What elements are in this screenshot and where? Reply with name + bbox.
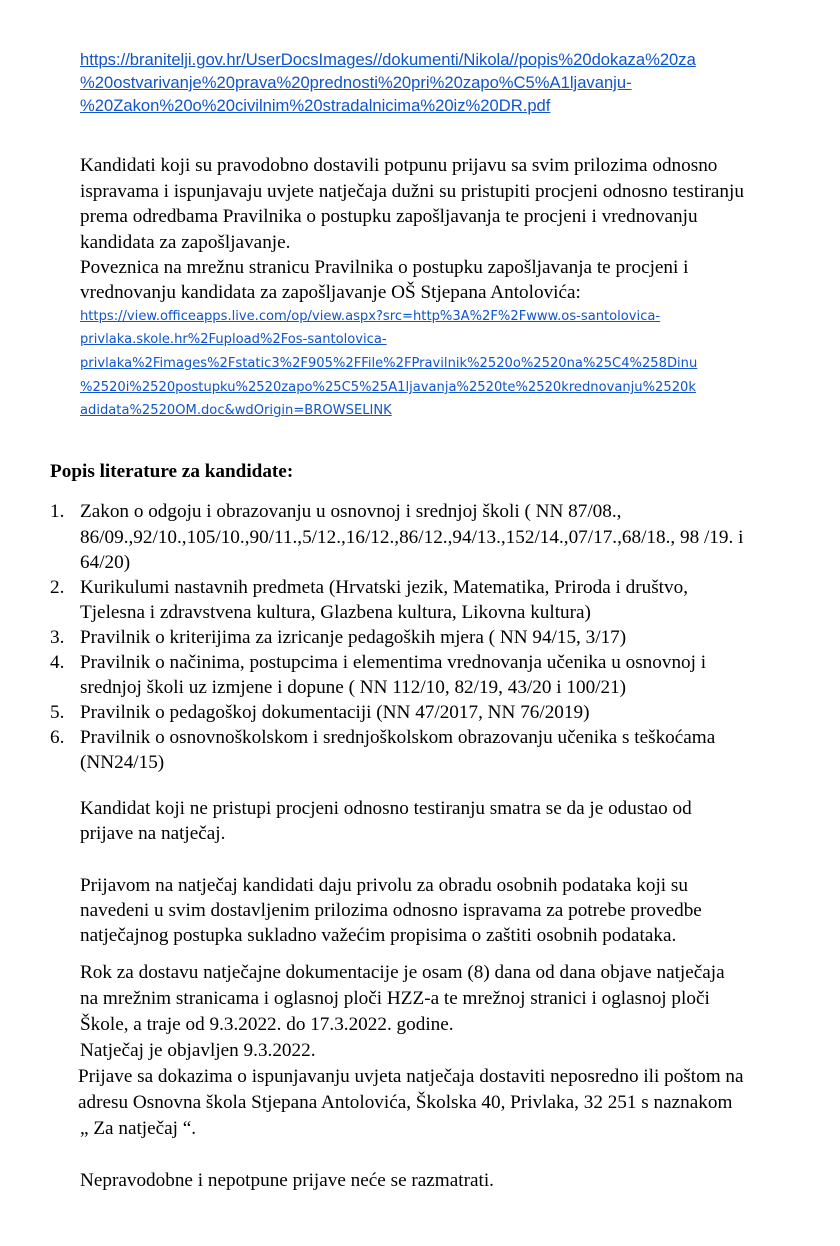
paragraph-candidates-testing-line-3: prema odredbama Pravilnika o postupku zapošljavanja te procjeni i vrednovanju bbox=[80, 206, 698, 227]
paragraph-published-date: Natječaj je objavljen 9.3.2022. bbox=[80, 1040, 316, 1061]
literature-heading: Popis literature za kandidate: bbox=[50, 461, 294, 482]
paragraph-rules-link-intro-line-2: vrednovanju kandidata za zapošljavanje OŠ Stjepana Antolovića: bbox=[80, 282, 581, 303]
list-item-text: Pravilnik o osnovnoškolskom i srednjoškolskom obrazovanju učenika s teškoćama bbox=[80, 727, 716, 748]
list-item-text: srednjoj školi uz izmjene i dopune ( NN 112/10, 82/19, 43/20 i 100/21) bbox=[80, 677, 627, 698]
list-item-text: Zakon o odgoju i obrazovanju u osnovnoj i srednjoj školi ( NN 87/08., bbox=[80, 501, 622, 522]
link-rules-document-line-3[interactable]: privlaka%2Fimages%2Fstatic3%2F905%2FFile%2FPravilnik%2520o%2520na%25C4%258Dinu bbox=[80, 356, 698, 371]
list-item-text: (NN24/15) bbox=[80, 752, 165, 773]
list-item-number: 2. bbox=[50, 577, 65, 598]
link-document-evidence-list-line-2[interactable]: %20ostvarivanje%20prava%20prednosti%20pri%20zapo%C5%A1ljavanju- bbox=[80, 73, 632, 92]
paragraph-candidates-testing-line-4: kandidata za zapošljavanje. bbox=[80, 232, 291, 253]
paragraph-data-consent-line-1: Prijavom na natječaj kandidati daju privolu za obradu osobnih podataka koji su bbox=[80, 875, 688, 896]
link-document-evidence-list-line-1[interactable]: https://branitelji.gov.hr/UserDocsImages//dokumenti/Nikola//popis%20dokaza%20za bbox=[80, 50, 696, 69]
list-item-number: 5. bbox=[50, 702, 65, 723]
list-item-text: Pravilnik o kriterijima za izricanje pedagoških mjera ( NN 94/15, 3/17) bbox=[80, 627, 627, 648]
list-item-number: 6. bbox=[50, 727, 65, 748]
link-rules-document-line-2[interactable]: privlaka.skole.hr%2Fupload%2Fos-santolovica- bbox=[80, 332, 387, 347]
list-item-text: Pravilnik o načinima, postupcima i elementima vrednovanja učenika u osnovnoj i bbox=[80, 652, 707, 673]
paragraph-deadline-line-3: Škole, a traje od 9.3.2022. do 17.3.2022. godine. bbox=[80, 1014, 454, 1035]
paragraph-submission-line-3: „ Za natječaj “. bbox=[80, 1118, 197, 1139]
paragraph-candidates-testing-line-2: ispravama i ispunjavaju uvjete natječaja dužni su pristupiti procjeni odnosno testiranju bbox=[80, 181, 744, 202]
paragraph-withdrawal-line-2: prijave na natječaj. bbox=[80, 823, 226, 844]
list-item-text: 64/20) bbox=[80, 552, 131, 573]
paragraph-submission-line-2: adresu Osnovna škola Stjepana Antolovića, Školska 40, Privlaka, 32 251 s naznakom bbox=[78, 1092, 733, 1113]
paragraph-incomplete-applications: Nepravodobne i nepotpune prijave neće se razmatrati. bbox=[80, 1170, 494, 1191]
paragraph-submission-line-1: Prijave sa dokazima o ispunjavanju uvjeta natječaja dostaviti neposredno ili poštom na bbox=[78, 1066, 744, 1087]
link-rules-document-line-5[interactable]: adidata%2520OM.doc&wdOrigin=BROWSELINK bbox=[80, 403, 392, 418]
link-document-evidence-list-line-3[interactable]: %20Zakon%20o%20civilnim%20stradalnicima%20iz%20DR.pdf bbox=[80, 96, 551, 115]
list-item-text: Kurikulumi nastavnih predmeta (Hrvatski jezik, Matematika, Priroda i društvo, bbox=[80, 577, 688, 598]
paragraph-deadline-line-2: na mrežnim stranicama i oglasnoj ploči HZZ-a te mrežnoj stranici i oglasnoj ploči bbox=[80, 988, 710, 1009]
list-item-number: 1. bbox=[50, 501, 65, 522]
list-item-number: 4. bbox=[50, 652, 65, 673]
list-item-number: 3. bbox=[50, 627, 65, 648]
link-rules-document-line-1[interactable]: https://view.officeapps.live.com/op/view.aspx?src=http%3A%2F%2Fwww.os-santolovica- bbox=[80, 309, 661, 324]
paragraph-rules-link-intro-line-1: Poveznica na mrežnu stranicu Pravilnika o postupku zapošljavanja te procjeni i bbox=[80, 257, 689, 278]
list-item-text: Tjelesna i zdravstvena kultura, Glazbena kultura, Likovna kultura) bbox=[80, 602, 591, 623]
list-item-text: 86/09.,92/10.,105/10.,90/11.,5/12.,16/12.,86/12.,94/13.,152/14.,07/17.,68/18., 98 /19. i bbox=[80, 527, 744, 548]
link-rules-document-line-4[interactable]: %2520i%2520postupku%2520zapo%25C5%25A1ljavanja%2520te%2520krednovanju%2520k bbox=[80, 380, 696, 395]
paragraph-data-consent-line-2: navedeni u svim dostavljenim prilozima odnosno ispravama za potrebe provedbe bbox=[80, 900, 702, 921]
paragraph-data-consent-line-3: natječajnog postupka sukladno važećim propisima o zaštiti osobnih podataka. bbox=[80, 925, 677, 946]
paragraph-withdrawal-line-1: Kandidat koji ne pristupi procjeni odnosno testiranju smatra se da je odustao od bbox=[80, 798, 692, 819]
list-item-text: Pravilnik o pedagoškoj dokumentaciji (NN 47/2017, NN 76/2019) bbox=[80, 702, 590, 723]
paragraph-deadline-line-1: Rok za dostavu natječajne dokumentacije je osam (8) dana od dana objave natječaja bbox=[80, 962, 725, 983]
paragraph-candidates-testing-line-1: Kandidati koji su pravodobno dostavili potpunu prijavu sa svim prilozima odnosno bbox=[80, 155, 718, 176]
